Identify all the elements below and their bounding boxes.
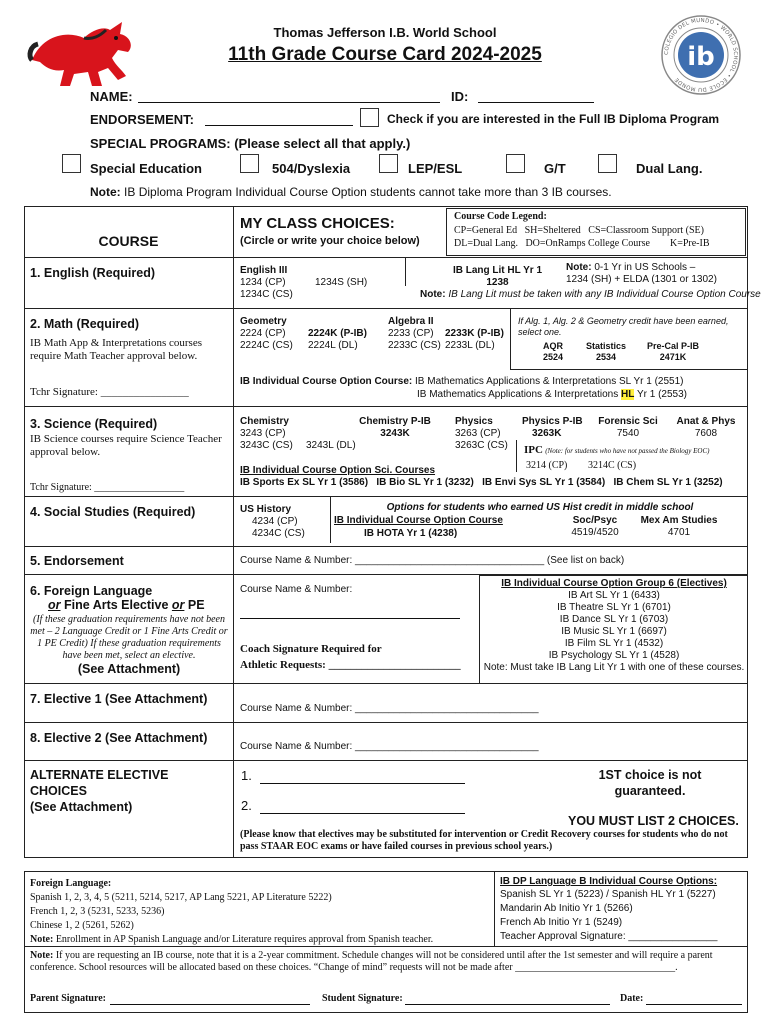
algebra-dl[interactable]: 2233L (DL) bbox=[445, 340, 495, 351]
svg-text:COLEGIO DEL MUNDO • WORLD SCHO: COLEGIO DEL MUNDO • WORLD SCHOOL • ÉCOLE DU MONDE bbox=[663, 17, 739, 93]
foreign-language-title: Foreign Language: bbox=[30, 878, 112, 889]
elective-1-field[interactable]: Course Name & Number: _________________________________ bbox=[240, 703, 539, 714]
aqr-title[interactable]: AQR bbox=[543, 341, 563, 351]
science-label: 3. Science (Required) bbox=[30, 417, 158, 431]
id-field[interactable] bbox=[478, 88, 594, 103]
geometry-cs[interactable]: 2224C (CS) bbox=[240, 340, 293, 351]
chemistry-dl[interactable]: 3243L (DL) bbox=[306, 440, 356, 451]
science-ib-options-label: IB Individual Course Option Sci. Courses bbox=[240, 465, 436, 476]
student-signature-label: Student Signature: bbox=[322, 993, 403, 1004]
page-title: 11th Grade Course Card 2024-2025 bbox=[228, 44, 542, 65]
ib-limit-note bbox=[90, 185, 612, 199]
language-desc: (If these graduation requirements have not been met – 2 Language Credit or 1 Fine Arts Credit or 1 PE Credit) If these graduation requirements have been met, select an elective. bbox=[30, 614, 228, 661]
mex-am-title[interactable]: Mex Am Studies bbox=[640, 515, 718, 526]
elective-1-label: 7. Elective 1 (See Attachment) bbox=[30, 692, 208, 706]
lep-esl-label: LEP/ESL bbox=[408, 161, 463, 176]
choices-title: MY CLASS CHOICES: bbox=[240, 215, 395, 232]
algebra-title: Algebra II bbox=[388, 316, 434, 327]
gt-label: G/T bbox=[544, 161, 566, 176]
math-label: 2. Math (Required) bbox=[30, 317, 140, 331]
id-label: ID: bbox=[451, 89, 469, 104]
english-cp[interactable]: 1234 (CP) bbox=[240, 277, 286, 288]
anatomy-title[interactable]: Anat & Phys bbox=[676, 416, 736, 427]
first-choice-warning-2: guaranteed. bbox=[614, 784, 686, 798]
choices-subtitle: (Circle or write your choice below) bbox=[240, 235, 420, 247]
physics-pib-title[interactable]: Physics P-IB bbox=[522, 416, 583, 427]
alternate-disclaimer: (Please know that electives may be substituted for intervention or Credit Recovery courses for students who do not pass STAAR EOC exams or have failed courses in previous school years.) bbox=[240, 829, 728, 852]
mustang-logo bbox=[26, 16, 138, 88]
english-course: English III bbox=[240, 265, 288, 276]
math-if-note: If Alg. 1, Alg. 2 & Geometry credit have been earned, select one. bbox=[518, 316, 729, 337]
teacher-approval-signature[interactable]: Teacher Approval Signature: ________________ bbox=[500, 931, 718, 942]
row-divider bbox=[24, 406, 748, 407]
physics-title: Physics bbox=[455, 416, 493, 427]
algebra-cs[interactable]: 2233C (CS) bbox=[388, 340, 441, 351]
dp-option[interactable]: Mandarin Ab Initio Yr 1 (5266) bbox=[500, 903, 633, 914]
legend-line-2: DL=Dual Lang. DO=OnRamps College Course K=Pre-IB bbox=[454, 238, 710, 249]
social-ib-option-label: IB Individual Course Option Course bbox=[334, 515, 503, 526]
math-ib-option-2-post: Yr 1 (2553) bbox=[636, 389, 687, 400]
note-text: IB Diploma Program Individual Course Option students cannot take more than 3 IB courses. bbox=[124, 185, 612, 199]
ib-lang-lit-title[interactable]: IB Lang Lit HL Yr 1 bbox=[452, 265, 543, 276]
science-desc: IB Science courses require Science Teacher approval below. bbox=[30, 433, 222, 458]
forensic-code[interactable]: 7540 bbox=[616, 428, 640, 439]
course-column-header: COURSE bbox=[98, 233, 159, 249]
ib-lang-lit-code[interactable]: 1238 bbox=[486, 277, 509, 288]
ib-diploma-checkbox[interactable] bbox=[360, 108, 379, 127]
geometry-cp[interactable]: 2224 (CP) bbox=[240, 328, 286, 339]
foreign-language-chinese: Chinese 1, 2 (5261, 5262) bbox=[30, 920, 134, 931]
special-education-checkbox[interactable] bbox=[62, 154, 81, 173]
english-note3-label: Note: bbox=[420, 289, 446, 300]
parent-signature-field[interactable] bbox=[110, 992, 310, 1005]
fine-arts-text: Fine Arts Elective bbox=[63, 598, 169, 612]
row-divider bbox=[24, 308, 748, 309]
us-history-cp[interactable]: 4234 (CP) bbox=[252, 516, 298, 527]
alternate-choice-2-field[interactable] bbox=[260, 800, 465, 814]
endorsement-label: ENDORSEMENT: bbox=[90, 112, 195, 127]
ib-world-school-seal bbox=[660, 14, 742, 96]
algebra-pib[interactable]: 2233K (P-IB) bbox=[445, 328, 504, 339]
english-us-note bbox=[566, 262, 695, 274]
ipc-note: (Note: for students who have not passed the Biology EOC) bbox=[545, 447, 710, 455]
dp-option[interactable]: French Ab Initio Yr 1 (5249) bbox=[500, 917, 623, 928]
chemistry-cp[interactable]: 3243 (CP) bbox=[240, 428, 286, 439]
math-ib-option-line-2[interactable] bbox=[417, 389, 687, 401]
dp-option[interactable]: Spanish SL Yr 1 (5223) / Spanish HL Yr 1 (5227) bbox=[500, 889, 716, 900]
math-ib-option-line-1[interactable] bbox=[240, 376, 684, 388]
special-education-label: Special Education bbox=[90, 161, 202, 176]
ipc-cs[interactable]: 3214C (CS) bbox=[588, 460, 637, 471]
legend-line-1: CP=General Ed SH=Sheltered CS=Classroom Support (SE) bbox=[454, 225, 704, 236]
precal-code[interactable]: 2471K bbox=[659, 352, 687, 362]
elective-2-field[interactable]: Course Name & Number: _________________________________ bbox=[240, 741, 539, 752]
dual-lang-label: Dual Lang. bbox=[636, 161, 703, 176]
english-lang-lit-note bbox=[420, 289, 761, 301]
english-note-1: 0-1 Yr in US Schools – bbox=[594, 262, 696, 273]
geometry-dl[interactable]: 2224L (DL) bbox=[308, 340, 358, 351]
english-cs[interactable]: 1234C (CS) bbox=[240, 289, 293, 300]
coach-signature-field[interactable]: Athletic Requests: ________________________ bbox=[240, 659, 461, 671]
lep-esl-checkbox[interactable] bbox=[379, 154, 398, 173]
row-divider bbox=[24, 760, 748, 761]
mex-am-code[interactable]: 4701 bbox=[667, 527, 691, 538]
dual-lang-checkbox[interactable] bbox=[598, 154, 617, 173]
statistics-title[interactable]: Statistics bbox=[585, 341, 627, 351]
pe-text: PE bbox=[187, 598, 205, 612]
physics-cs[interactable]: 3263C (CS) bbox=[455, 440, 508, 451]
endorsement-field[interactable] bbox=[205, 111, 353, 126]
ipc-cp[interactable]: 3214 (CP) bbox=[526, 460, 568, 471]
name-label: NAME: bbox=[90, 89, 133, 104]
alternate-choice-1-field[interactable] bbox=[260, 770, 465, 784]
math-advanced-bracket-bottom bbox=[510, 369, 747, 370]
footer-column-divider bbox=[494, 871, 495, 947]
group6-item[interactable]: IB Theatre SL Yr 1 (6701) bbox=[557, 602, 671, 613]
math-ib-hl-highlight: HL bbox=[621, 389, 635, 400]
row-divider bbox=[24, 257, 748, 258]
ipc-title: IPC bbox=[524, 444, 543, 456]
gt-checkbox[interactable] bbox=[506, 154, 525, 173]
social-studies-label: 4. Social Studies (Required) bbox=[30, 505, 196, 519]
english-note-2: 1234 (SH) + ELDA (1301 or 1302) bbox=[566, 274, 717, 285]
us-history-cs[interactable]: 4234C (CS) bbox=[252, 528, 305, 539]
first-choice-warning-1: 1ST choice is not bbox=[598, 768, 702, 782]
elective-2-label: 8. Elective 2 (See Attachment) bbox=[30, 731, 208, 745]
svg-text:ib: ib bbox=[687, 42, 715, 72]
language-label: 6. Foreign Language bbox=[30, 584, 153, 598]
english-label: 1. English (Required) bbox=[30, 266, 156, 280]
fl-note-label: Note: bbox=[30, 934, 54, 945]
must-list-warning: YOU MUST LIST 2 CHOICES. bbox=[568, 814, 739, 828]
group6-item[interactable]: IB Art SL Yr 1 (6433) bbox=[568, 590, 660, 601]
student-signature-field[interactable] bbox=[405, 992, 610, 1005]
group6-item[interactable]: IB Dance SL Yr 1 (6703) bbox=[559, 614, 669, 625]
alternate-1-number: 1. bbox=[241, 768, 252, 783]
date-label: Date: bbox=[620, 993, 644, 1004]
alternate-label-2: CHOICES bbox=[30, 784, 87, 798]
special-programs-label: SPECIAL PROGRAMS: (Please select all that apply.) bbox=[90, 136, 411, 151]
date-field[interactable] bbox=[646, 992, 742, 1005]
soc-psyc-title[interactable]: Soc/Psyc bbox=[572, 515, 618, 526]
group6-item[interactable]: IB Film SL Yr 1 (4532) bbox=[564, 638, 664, 649]
chemistry-pib-code[interactable]: 3243K bbox=[380, 428, 410, 439]
group6-note: Note: Must take IB Lang Lit Yr 1 with one of these courses. bbox=[483, 662, 745, 673]
endorsement-row-label: 5. Endorsement bbox=[30, 554, 124, 568]
or-text-2: or bbox=[171, 598, 185, 612]
language-see-attachment: (See Attachment) bbox=[77, 662, 181, 676]
precal-title[interactable]: Pre-Cal P-IB bbox=[646, 341, 699, 351]
commitment-note-text: If you are requesting an IB course, note that it is a 2-year commitment. Schedule changes will not be considered until after the 1st semester and will require a parent conference. School resources will be allocated based on these choices. “Change of mind” requests will not be made after ________________________________. bbox=[30, 950, 713, 973]
english-note-3: IB Lang Lit must be taken with any IB Individual Course Option Course bbox=[448, 289, 761, 300]
or-text-1: or bbox=[48, 598, 61, 612]
footer-divider bbox=[24, 946, 748, 947]
chemistry-cs[interactable]: 3243C (CS) bbox=[240, 440, 293, 451]
foreign-language-french: French 1, 2, 3 (5231, 5233, 5236) bbox=[30, 906, 165, 917]
us-history-title: US History bbox=[240, 504, 292, 515]
geometry-pib[interactable]: 2224K (P-IB) bbox=[308, 328, 367, 339]
english-ib-bracket bbox=[405, 258, 406, 286]
language-label-2 bbox=[48, 598, 205, 612]
parent-signature-label: Parent Signature: bbox=[30, 993, 107, 1004]
group6-title: IB Individual Course Option Group 6 (Electives) bbox=[501, 578, 727, 589]
dyslexia-checkbox[interactable] bbox=[240, 154, 259, 173]
fl-note-text: Enrollment in AP Spanish Language and/or Literature requires approval from Spanish teacher. bbox=[55, 934, 434, 945]
math-advanced-bracket bbox=[510, 309, 511, 369]
foreign-language-spanish: Spanish 1, 2, 3, 4, 5 (5211, 5214, 5217, AP Lang 5221, AP Literature 5222) bbox=[30, 892, 332, 903]
ipc-line[interactable] bbox=[524, 445, 710, 457]
anatomy-code[interactable]: 7608 bbox=[694, 428, 718, 439]
social-options-title: Options for students who earned US Hist credit in middle school bbox=[386, 502, 694, 513]
science-ib-options-list[interactable]: IB Sports Ex SL Yr 1 (3586) IB Bio SL Yr 1 (3232) IB Envi Sys SL Yr 1 (3584) IB Chem SL Yr 1 (3252) bbox=[240, 477, 723, 488]
language-course-label: Course Name & Number: bbox=[240, 584, 353, 595]
alternate-label-1: ALTERNATE ELECTIVE bbox=[30, 768, 169, 782]
row-divider bbox=[24, 496, 748, 497]
note-label: Note: bbox=[90, 185, 121, 199]
language-course-field[interactable] bbox=[240, 602, 460, 619]
math-ib-option-2-pre: IB Mathematics Applications & Interpretations bbox=[417, 389, 619, 400]
math-ib-option-label: IB Individual Course Option Course: bbox=[240, 376, 413, 387]
endorsement-course-field[interactable]: Course Name & Number: __________________________________ (See list on back) bbox=[240, 555, 625, 566]
english-note-label: Note: bbox=[566, 262, 592, 273]
math-ib-option-1: IB Mathematics Applications & Interpretations SL Yr 1 (2551) bbox=[415, 376, 684, 387]
statistics-code[interactable]: 2534 bbox=[595, 352, 617, 362]
name-field[interactable] bbox=[138, 88, 440, 103]
english-sh[interactable]: 1234S (SH) bbox=[315, 277, 368, 288]
coach-signature-label: Coach Signature Required for bbox=[240, 643, 382, 655]
ib-diploma-check-label: Check if you are interested in the Full IB Diploma Program bbox=[387, 112, 720, 126]
alternate-label-3: (See Attachment) bbox=[30, 800, 133, 814]
row-divider bbox=[24, 722, 748, 723]
physics-pib-code[interactable]: 3263K bbox=[532, 428, 562, 439]
dyslexia-label: 504/Dyslexia bbox=[272, 161, 351, 176]
commitment-note bbox=[30, 950, 742, 974]
aqr-code[interactable]: 2524 bbox=[542, 352, 564, 362]
dp-language-b-title: IB DP Language B Individual Course Options: bbox=[500, 876, 718, 887]
alternate-2-number: 2. bbox=[241, 798, 252, 813]
math-desc: IB Math App & Interpretations courses require Math Teacher approval below. bbox=[30, 337, 202, 362]
school-name: Thomas Jefferson I.B. World School bbox=[273, 25, 497, 40]
row-divider bbox=[24, 546, 748, 547]
social-options-bracket bbox=[330, 497, 331, 543]
group6-item[interactable]: IB Music SL Yr 1 (6697) bbox=[561, 626, 667, 637]
algebra-cp[interactable]: 2233 (CP) bbox=[388, 328, 434, 339]
foreign-language-note bbox=[30, 934, 433, 946]
soc-psyc-code[interactable]: 4519/4520 bbox=[571, 527, 619, 538]
chemistry-title: Chemistry bbox=[240, 416, 289, 427]
ib-hota-course[interactable]: IB HOTA Yr 1 (4238) bbox=[364, 528, 458, 539]
physics-cp[interactable]: 3263 (CP) bbox=[455, 428, 501, 439]
commitment-note-label: Note: bbox=[30, 950, 54, 961]
science-teacher-signature[interactable]: Tchr Signature: __________________ bbox=[30, 482, 185, 493]
group6-item[interactable]: IB Psychology SL Yr 1 (4528) bbox=[548, 650, 680, 661]
forensic-title[interactable]: Forensic Sci bbox=[598, 416, 658, 427]
legend-title: Course Code Legend: bbox=[454, 211, 547, 222]
math-teacher-signature[interactable]: Tchr Signature: ________________ bbox=[30, 386, 189, 398]
chemistry-pib-title[interactable]: Chemistry P-IB bbox=[359, 416, 431, 427]
geometry-title: Geometry bbox=[240, 316, 287, 327]
